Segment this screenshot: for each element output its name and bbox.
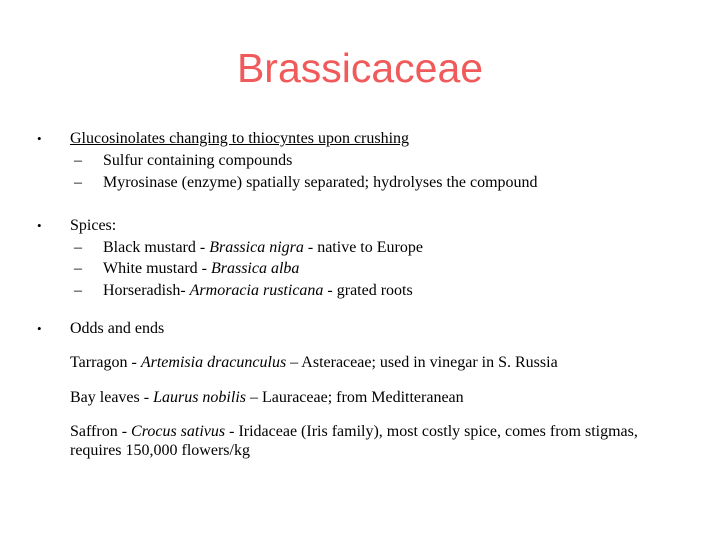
dash-icon: – <box>74 174 82 191</box>
bullet-icon: • <box>37 218 42 233</box>
species-name: Armoracia rusticana <box>189 282 324 299</box>
sub-item-pre: Horseradish- <box>103 282 190 299</box>
paragraph-post: – Asteraceae; used in vinegar in S. Russia <box>286 354 558 371</box>
slide-title: Brassicaceae <box>236 45 484 91</box>
sub-item <box>74 237 423 258</box>
species-name: Brassica alba <box>210 260 300 277</box>
paragraph-pre: Saffron - <box>70 423 132 440</box>
bullet-heading: Spices: <box>70 217 117 234</box>
sub-item-post: - grated roots <box>323 282 413 299</box>
sub-item-text: Myrosinase (enzyme) spatially separated; hydrolyses the compound <box>103 174 538 191</box>
species-name: Crocus sativus <box>131 423 226 440</box>
dash-icon: – <box>74 260 82 277</box>
bullet-icon: • <box>37 131 42 146</box>
sub-item <box>74 280 413 301</box>
sub-item <box>74 172 538 193</box>
sub-item-post: - native to Europe <box>303 239 423 256</box>
paragraph-post: – Lauraceae; from Meditteranean <box>246 389 464 406</box>
paragraph-tarragon <box>70 353 670 372</box>
sub-item <box>74 258 299 279</box>
species-name: Artemisia dracunculus <box>140 354 287 371</box>
dash-icon: – <box>74 152 82 169</box>
paragraph-saffron <box>70 422 655 460</box>
bullet-heading: Odds and ends <box>70 320 165 337</box>
paragraph-post: - Iridaceae (Iris family), most costly spice, comes from stigmas, requires 150,000 flowers/kg <box>70 423 638 459</box>
species-name: Laurus nobilis <box>153 389 246 406</box>
sub-item-text: Sulfur containing compounds <box>103 152 293 169</box>
sub-item-pre: Black mustard - <box>103 239 210 256</box>
bullet-heading: Glucosinolates changing to thiocyntes upon crushing <box>70 130 410 147</box>
species-name: Brassica nigra <box>209 239 304 256</box>
dash-icon: – <box>74 282 82 299</box>
bullet-icon: • <box>37 321 42 336</box>
sub-item-pre: White mustard - <box>103 260 211 277</box>
paragraph-bay-leaves <box>70 388 670 407</box>
paragraph-pre: Tarragon - <box>70 354 141 371</box>
sub-item <box>74 150 292 171</box>
dash-icon: – <box>74 239 82 256</box>
paragraph-pre: Bay leaves - <box>70 389 154 406</box>
